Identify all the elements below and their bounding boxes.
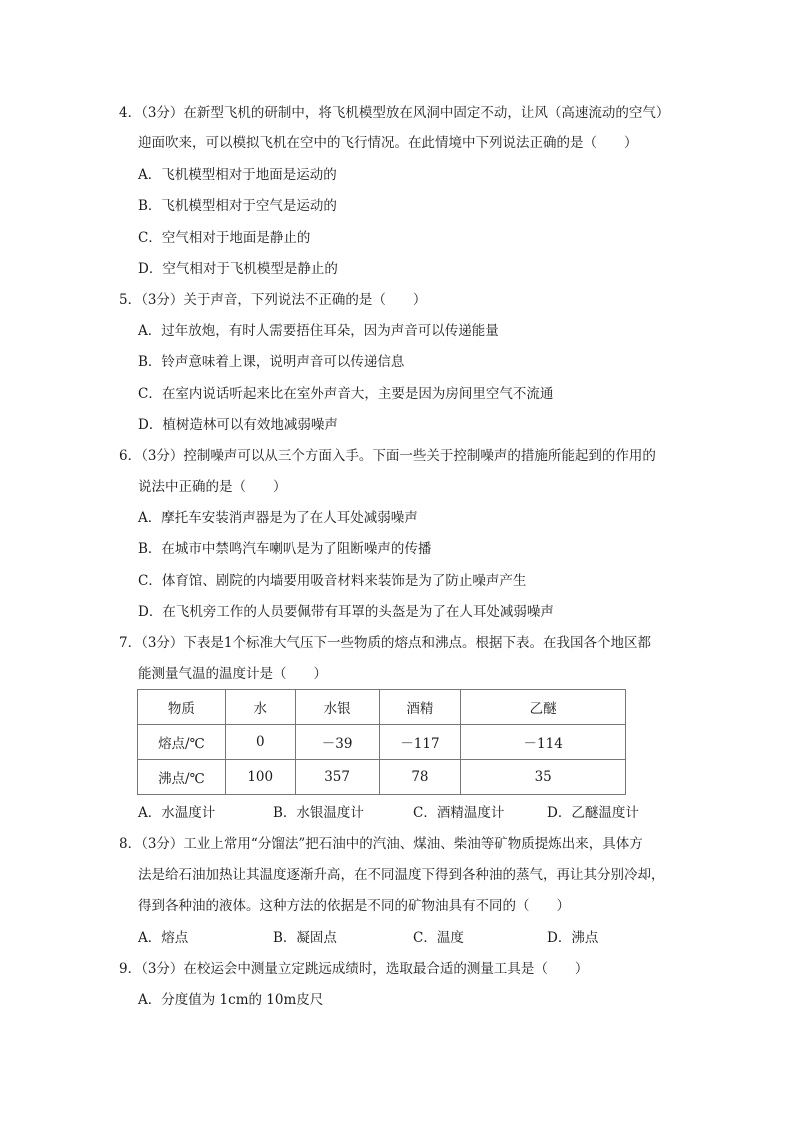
q7-option-d: D．乙醚温度计 xyxy=(547,805,639,821)
q6-stem-line1: 6．（3分）控制噪声可以从三个方面入手。下面一些关于控制噪声的措施所能起到的作用的 xyxy=(119,448,656,464)
table-cell: 熔点/℃ xyxy=(138,725,226,760)
q4-option-c: C．空气相对于地面是静止的 xyxy=(138,230,311,246)
q7-option-b: B．水银温度计 xyxy=(273,805,364,821)
q5-option-b: B．铃声意味着上课，说明声音可以传递信息 xyxy=(138,354,405,370)
q7-option-c: C．酒精温度计 xyxy=(413,805,505,821)
q8-option-b: B．凝固点 xyxy=(273,930,337,946)
table-header-cell: 水 xyxy=(225,690,295,725)
table-cell: 0 xyxy=(225,725,295,760)
table-header-cell: 乙醚 xyxy=(461,690,626,725)
q8-option-a: A．熔点 xyxy=(138,930,189,946)
q5-option-a: A．过年放炮，有时人需要捂住耳朵，因为声音可以传递能量 xyxy=(138,323,499,339)
q4-option-a: A．飞机模型相对于地面是运动的 xyxy=(138,167,337,183)
q4-stem-line2: 迎面吹来，可以模拟飞机在空中的飞行情况。在此情境中下列说法正确的是（ ） xyxy=(138,135,638,151)
q6-option-d: D．在飞机旁工作的人员要佩带有耳罩的头盔是为了在人耳处减弱噪声 xyxy=(138,604,554,620)
table-row xyxy=(138,725,626,760)
table-cell: 沸点/℃ xyxy=(138,760,226,795)
q5-option-d: D．植树造林可以有效地减弱噪声 xyxy=(138,417,338,433)
table-cell: 357 xyxy=(295,760,379,795)
table-header-row xyxy=(138,690,626,725)
q9-option-a: A．分度值为 1cm的 10m皮尺 xyxy=(138,992,324,1008)
q6-stem-line2: 说法中正确的是（ ） xyxy=(138,479,287,495)
table-cell: －117 xyxy=(379,725,461,760)
q7-option-a: A．水温度计 xyxy=(138,805,216,821)
melting-boiling-table xyxy=(137,689,626,795)
q8-stem-line3: 得到各种油的液体。这种方法的依据是不同的矿物油具有不同的（ ） xyxy=(138,898,570,914)
q8-stem-line1: 8．（3分）工业上常用“分馏法”把石油中的汽油、煤油、柴油等矿物质提炼出来，具体方 xyxy=(119,836,643,852)
q7-stem-line1: 7．（3分）下表是1个标准大气压下一些物质的熔点和沸点。根据下表。在我国各个地区都 xyxy=(119,635,652,651)
q4-option-d: D．空气相对于飞机模型是静止的 xyxy=(138,261,338,277)
q4-option-b: B．飞机模型相对于空气是运动的 xyxy=(138,198,337,214)
table-header-cell: 水银 xyxy=(295,690,379,725)
q8-option-d: D．沸点 xyxy=(547,930,599,946)
table-cell: 100 xyxy=(225,760,295,795)
table-cell: 35 xyxy=(461,760,626,795)
q7-stem-line2: 能测量气温的温度计是（ ） xyxy=(138,666,327,682)
q6-option-c: C．体育馆、剧院的内墙要用吸音材料来装饰是为了防止噪声产生 xyxy=(138,573,527,589)
q5-option-c: C．在室内说话听起来比在室外声音大，主要是因为房间里空气不流通 xyxy=(138,386,554,402)
table-cell: －39 xyxy=(295,725,379,760)
table-header-cell: 酒精 xyxy=(379,690,461,725)
q4-stem-line1: 4．（3分）在新型飞机的研制中，将飞机模型放在风洞中固定不动，让风（高速流动的空气） xyxy=(119,105,670,121)
q6-option-a: A．摩托车安装消声器是为了在人耳处减弱噪声 xyxy=(138,510,418,526)
table-cell: －114 xyxy=(461,725,626,760)
q6-option-b: B．在城市中禁鸣汽车喇叭是为了阻断噪声的传播 xyxy=(138,541,432,557)
q8-option-c: C．温度 xyxy=(413,930,464,946)
q9-stem-line1: 9．（3分）在校运会中测量立定跳远成绩时，选取最合适的测量工具是（ ） xyxy=(119,961,589,977)
table-row xyxy=(138,760,626,795)
table-cell: 78 xyxy=(379,760,461,795)
table-header-cell: 物质 xyxy=(138,690,226,725)
q8-stem-line2: 法是给石油加热让其温度逐渐升高，在不同温度下得到各种油的蒸气，再让其分别冷却， xyxy=(138,867,665,883)
q5-stem-line1: 5．（3分）关于声音，下列说法不正确的是（ ） xyxy=(119,292,427,308)
